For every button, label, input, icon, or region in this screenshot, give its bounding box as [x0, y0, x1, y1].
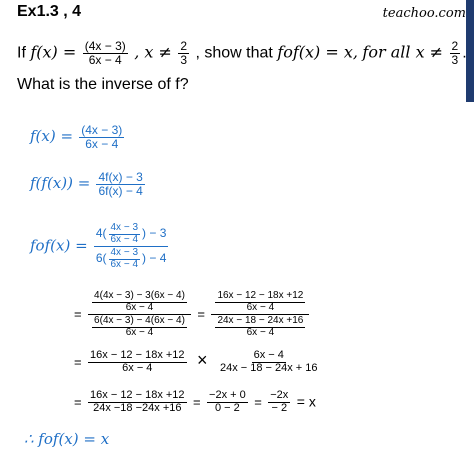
question-forall-fraction: $\frac{2}{3}$ [451, 39, 459, 67]
exercise-title: Ex1.3 , 4 [17, 3, 82, 20]
expansion-step-3: = $\frac{16x - 12 - 18x +12}{24x -18 -24x +16}$ = $\frac{-2x + 0}{0 - 2}$ = $\frac{-2x}{- 2}$ = x [74, 389, 316, 414]
question-forall: for all x ≠ [362, 42, 444, 62]
brand-logo: teachoo.com [382, 6, 466, 21]
step-fofx-substitution: fof(x) = 4( $\frac{4x - 3}{6x - 4}$ ) − 3 6( $\frac{4x - 3}{6x - 4}$ ) − 4 [30, 222, 167, 270]
conclusion: ∴ fof(x) = x [24, 430, 110, 448]
times-sign: × [197, 350, 208, 371]
question-line-2: What is the inverse of f? [17, 76, 189, 93]
question-condition-fraction: $\frac{2}{3}$ [180, 39, 188, 67]
question-fx: f(x) = [30, 42, 77, 62]
question-fofx: fof(x) = x, [277, 42, 358, 62]
question-condition: , x ≠ [134, 42, 172, 62]
expansion-step-2: = $\frac{16x - 12 - 18x +12}{6x - 4}$ × $\frac{6x - 4}{24x - 18 - 24x + 16}$ [74, 349, 318, 374]
scrollbar[interactable] [466, 0, 474, 102]
expansion-step-1: = $\frac{\frac{4(4x - 3) - 3(6x - 4)}{6x - 4}}{\frac{6(4x - 3) - 4(6x - 4)}{6x - 4}}$ = $\frac{\frac{16x - 12 - 18x +12}{6x - 4}}{\frac{24x - 18 - 24x +16}{6x - 4}}$ [74, 290, 311, 339]
question-line-1: If f(x) = $\frac{(4x - 3)}{6x - 4}$ , x ≠ $\frac{2}{3}$ , show that fof(x) = x, for all x ≠ $\frac{2}{3}$ . [17, 39, 467, 67]
question-fx-fraction: $\frac{(4x - 3)}{6x - 4}$ [84, 39, 126, 67]
question-show: , show that [195, 44, 273, 62]
question-if: If [17, 44, 26, 62]
step-fx: f(x) = $\frac{(4x - 3)}{6x - 4}$ [30, 123, 123, 151]
step-ffx: f(f(x)) = $\frac{4f(x) - 3}{6f(x) - 4}$ [30, 170, 143, 198]
